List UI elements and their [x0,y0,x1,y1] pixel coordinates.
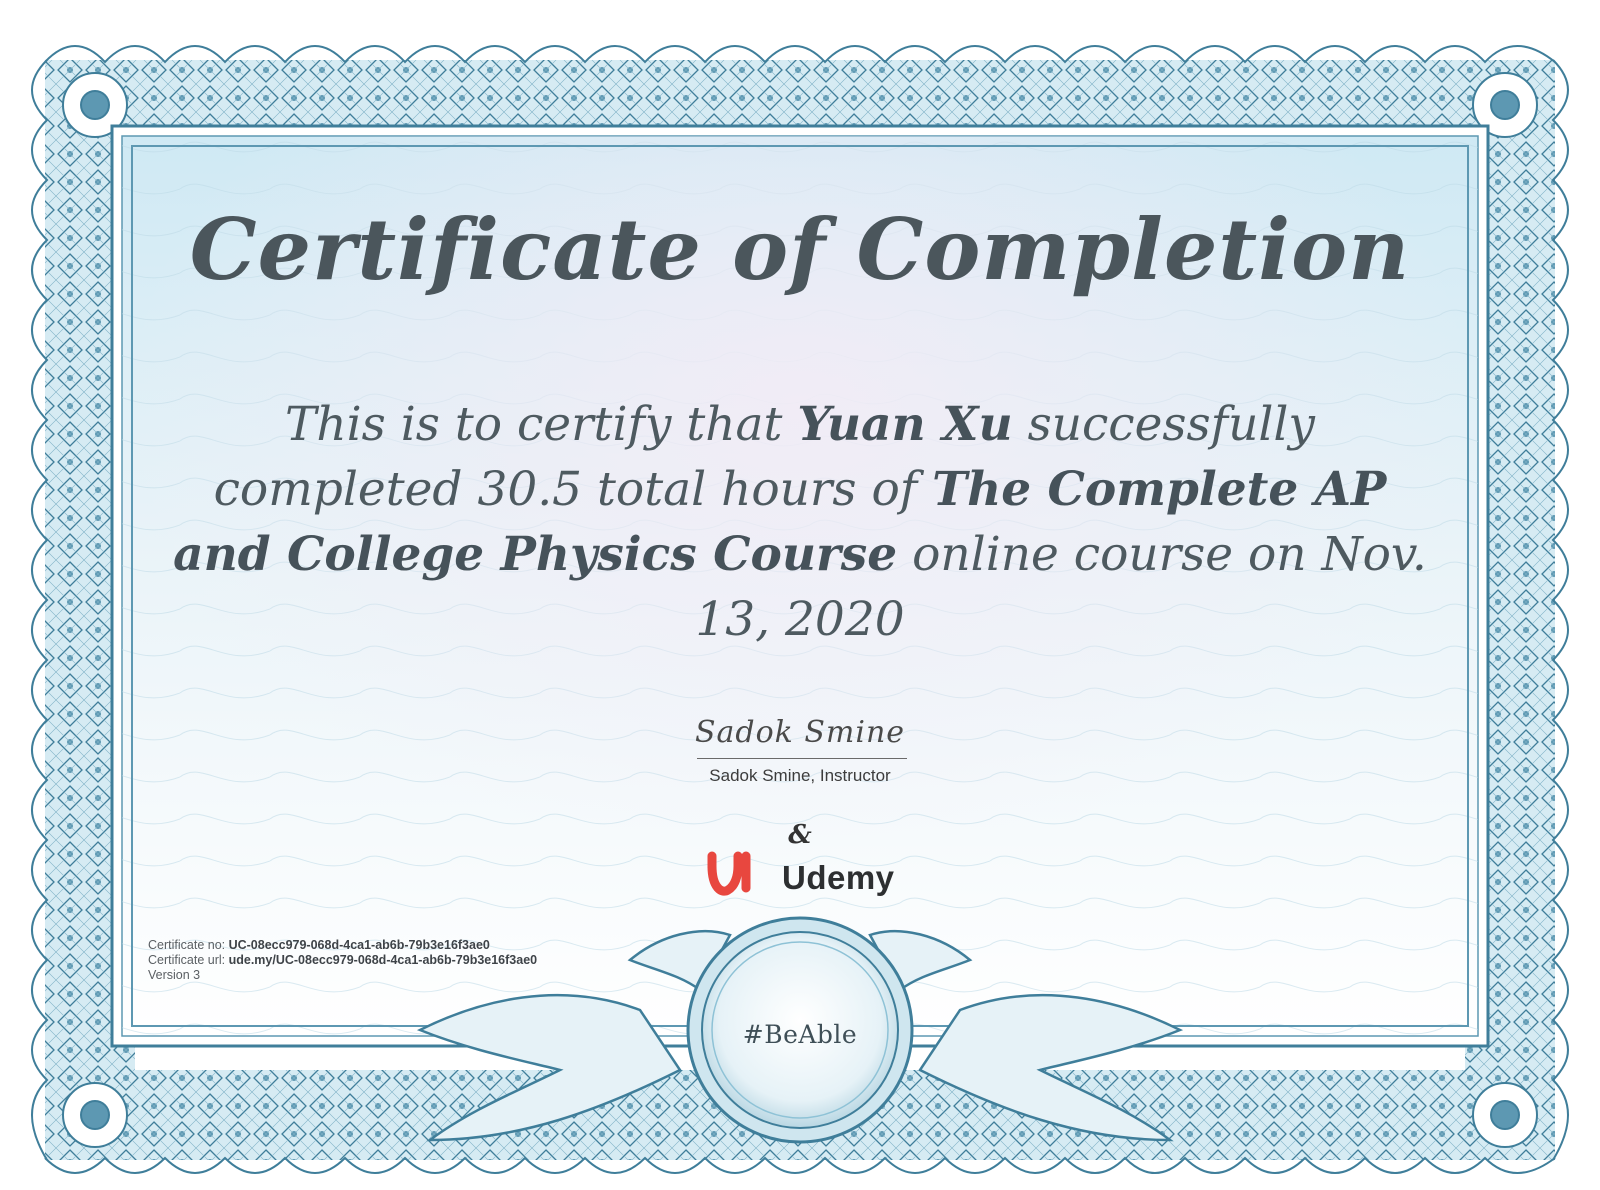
certificate-title: Certificate of Completion [189,200,1411,299]
statement-suffix: online course on Nov. 13, 2020 [695,527,1427,647]
instructor-line: Sadok Smine, Instructor [709,766,891,785]
statement-middle: successfully completed 30.5 total hours of [213,397,1315,517]
badge-hashtag: #BeAble [742,1020,858,1049]
course-name: The Complete AP and College Physics Course [173,462,1387,582]
certificate-url [148,953,668,968]
udemy-logo [700,855,910,915]
certificate-url-value[interactable]: ude.my/UC-08ecc979-068d-4ca1-ab6b-79b3e16f3ae0 [228,953,538,967]
certificate-number-value: UC-08ecc979-068d-4ca1-ab6b-79b3e16f3ae0 [228,938,490,952]
certificate-version: Version 3 [148,968,201,982]
brand-name: Udemy [782,859,895,896]
certificate-number [148,938,668,953]
ampersand: & [788,820,812,850]
certificate-number-label: Certificate no: [148,938,229,952]
instructor-signature: Sadok Smine [694,715,906,750]
student-name: Yuan Xu [797,397,1013,452]
certification-statement [160,392,1440,652]
certificate-meta [148,938,668,983]
statement-prefix: This is to certify that [285,397,798,452]
certificate-url-label: Certificate url: [148,953,229,967]
signature-line [697,758,907,759]
